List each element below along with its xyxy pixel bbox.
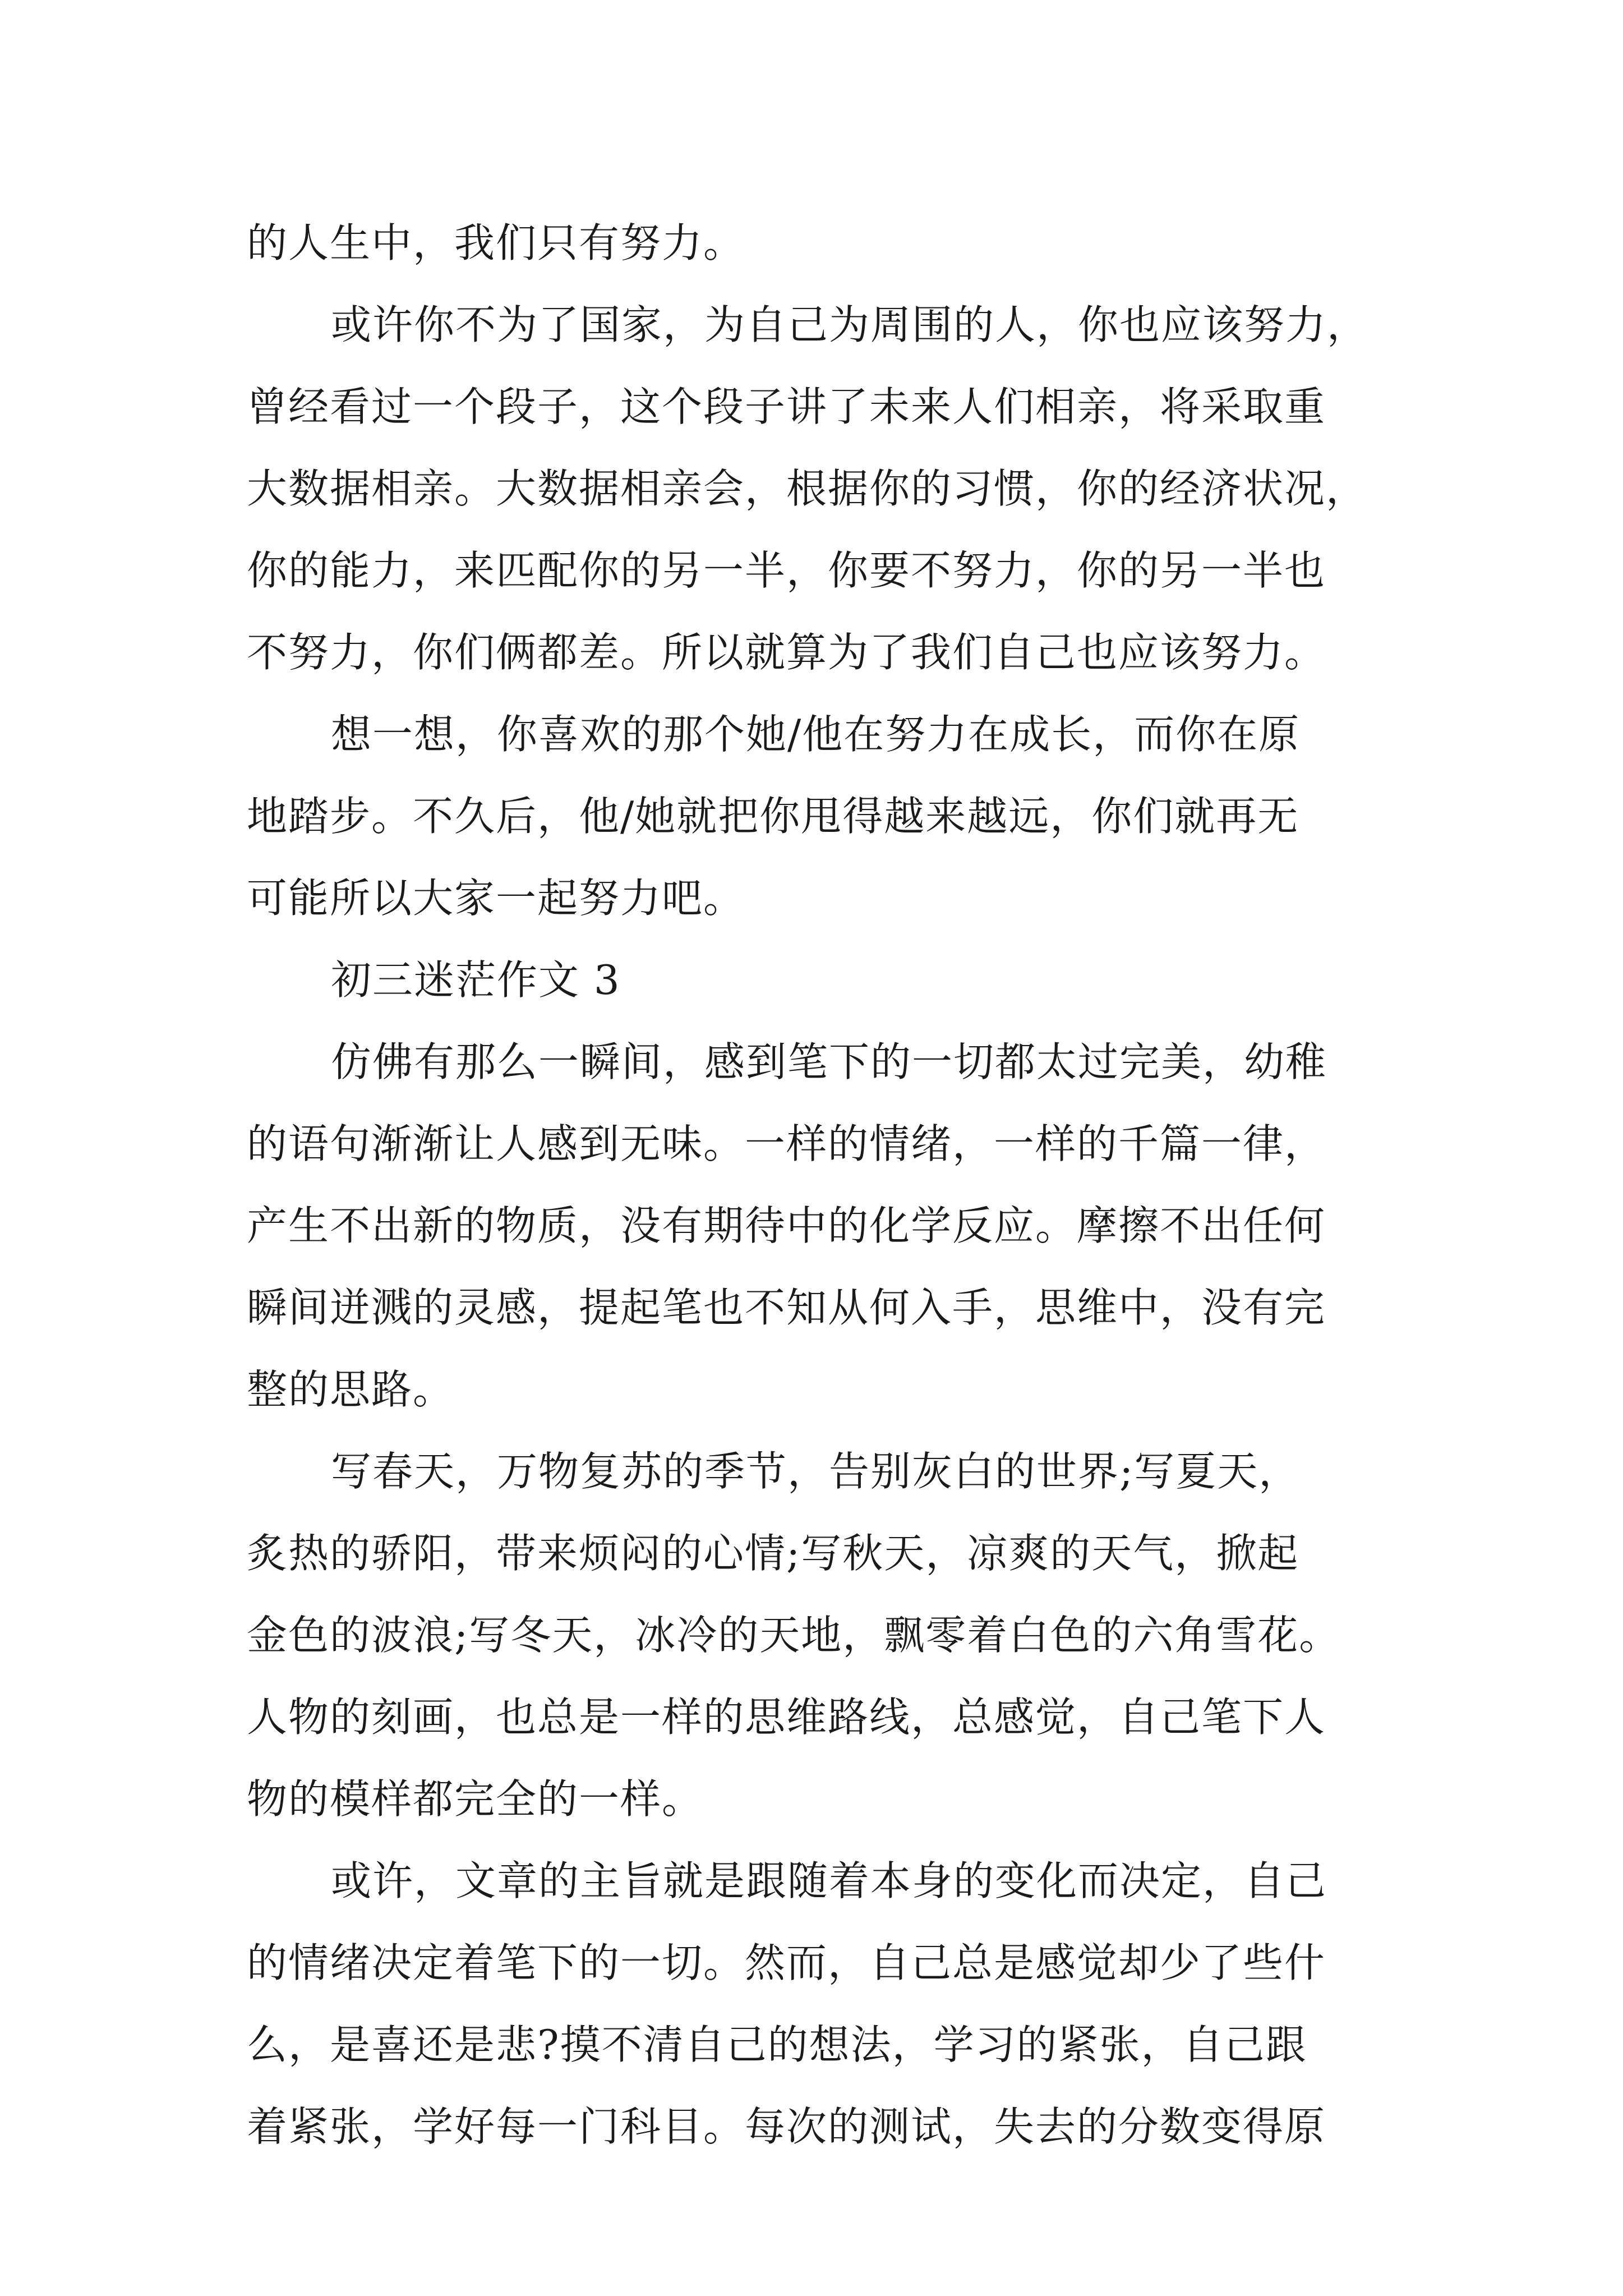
text-line: 可能所以大家一起努力吧。 (247, 875, 745, 922)
document-body (247, 202, 1391, 2168)
section-heading: 初三迷茫作文 3 (331, 956, 621, 1004)
text-line: 人物的刻画，也总是一样的思维路线，总感觉，自己笔下人 (247, 1694, 1326, 1741)
text-line: 着紧张，学好每一门科目。每次的测试，失去的分数变得原 (247, 2103, 1326, 2150)
text-line: 曾经看过一个段子，这个段子讲了未来人们相亲，将采取重 (247, 383, 1326, 430)
text-line: 么，是喜还是悲?摸不清自己的想法，学习的紧张，自己跟 (247, 2021, 1307, 2068)
text-line: 的语句渐渐让人感到无味。一样的情绪，一样的千篇一律， (247, 1120, 1326, 1167)
text-line: 产生不出新的物质，没有期待中的化学反应。摩擦不出任何 (247, 1202, 1326, 1249)
text-line: 的人生中，我们只有努力。 (247, 219, 745, 266)
paragraph-start-line: 或许你不为了国家，为自己为周围的人，你也应该努力， (331, 301, 1369, 348)
paragraph-start-line: 仿佛有那么一瞬间，感到笔下的一切都太过完美，幼稚 (331, 1038, 1327, 1085)
paragraph-start-line: 想一想，你喜欢的那个她/他在努力在成长，而你在原 (331, 711, 1301, 758)
text-line: 炙热的骄阳，带来烦闷的心情;写秋天，凉爽的天气，掀起 (247, 1530, 1299, 1577)
text-line: 地踏步。不久后，他/她就把你甩得越来越远，你们就再无 (247, 793, 1299, 840)
text-line: 物的模样都完全的一样。 (247, 1775, 704, 1823)
text-line: 的情绪决定着笔下的一切。然而，自己总是感觉却少了些什 (247, 1939, 1326, 1986)
text-line: 瞬间迸溅的灵感，提起笔也不知从何入手，思维中，没有完 (247, 1284, 1326, 1331)
text-line: 你的能力，来匹配你的另一半，你要不努力，你的另一半也 (247, 547, 1326, 594)
paragraph-start-line: 或许，文章的主旨就是跟随着本身的变化而决定，自己 (331, 1857, 1327, 1904)
paragraph-start-line: 写春天，万物复苏的季节，告别灰白的世界;写夏天， (331, 1448, 1301, 1495)
text-line: 整的思路。 (247, 1366, 455, 1413)
text-line: 金色的波浪;写冬天，冰冷的天地，飘零着白色的六角雪花。 (247, 1612, 1341, 1659)
text-line: 大数据相亲。大数据相亲会，根据你的习惯，你的经济状况， (247, 465, 1368, 512)
text-line: 不努力，你们俩都差。所以就算为了我们自己也应该努力。 (247, 629, 1326, 676)
